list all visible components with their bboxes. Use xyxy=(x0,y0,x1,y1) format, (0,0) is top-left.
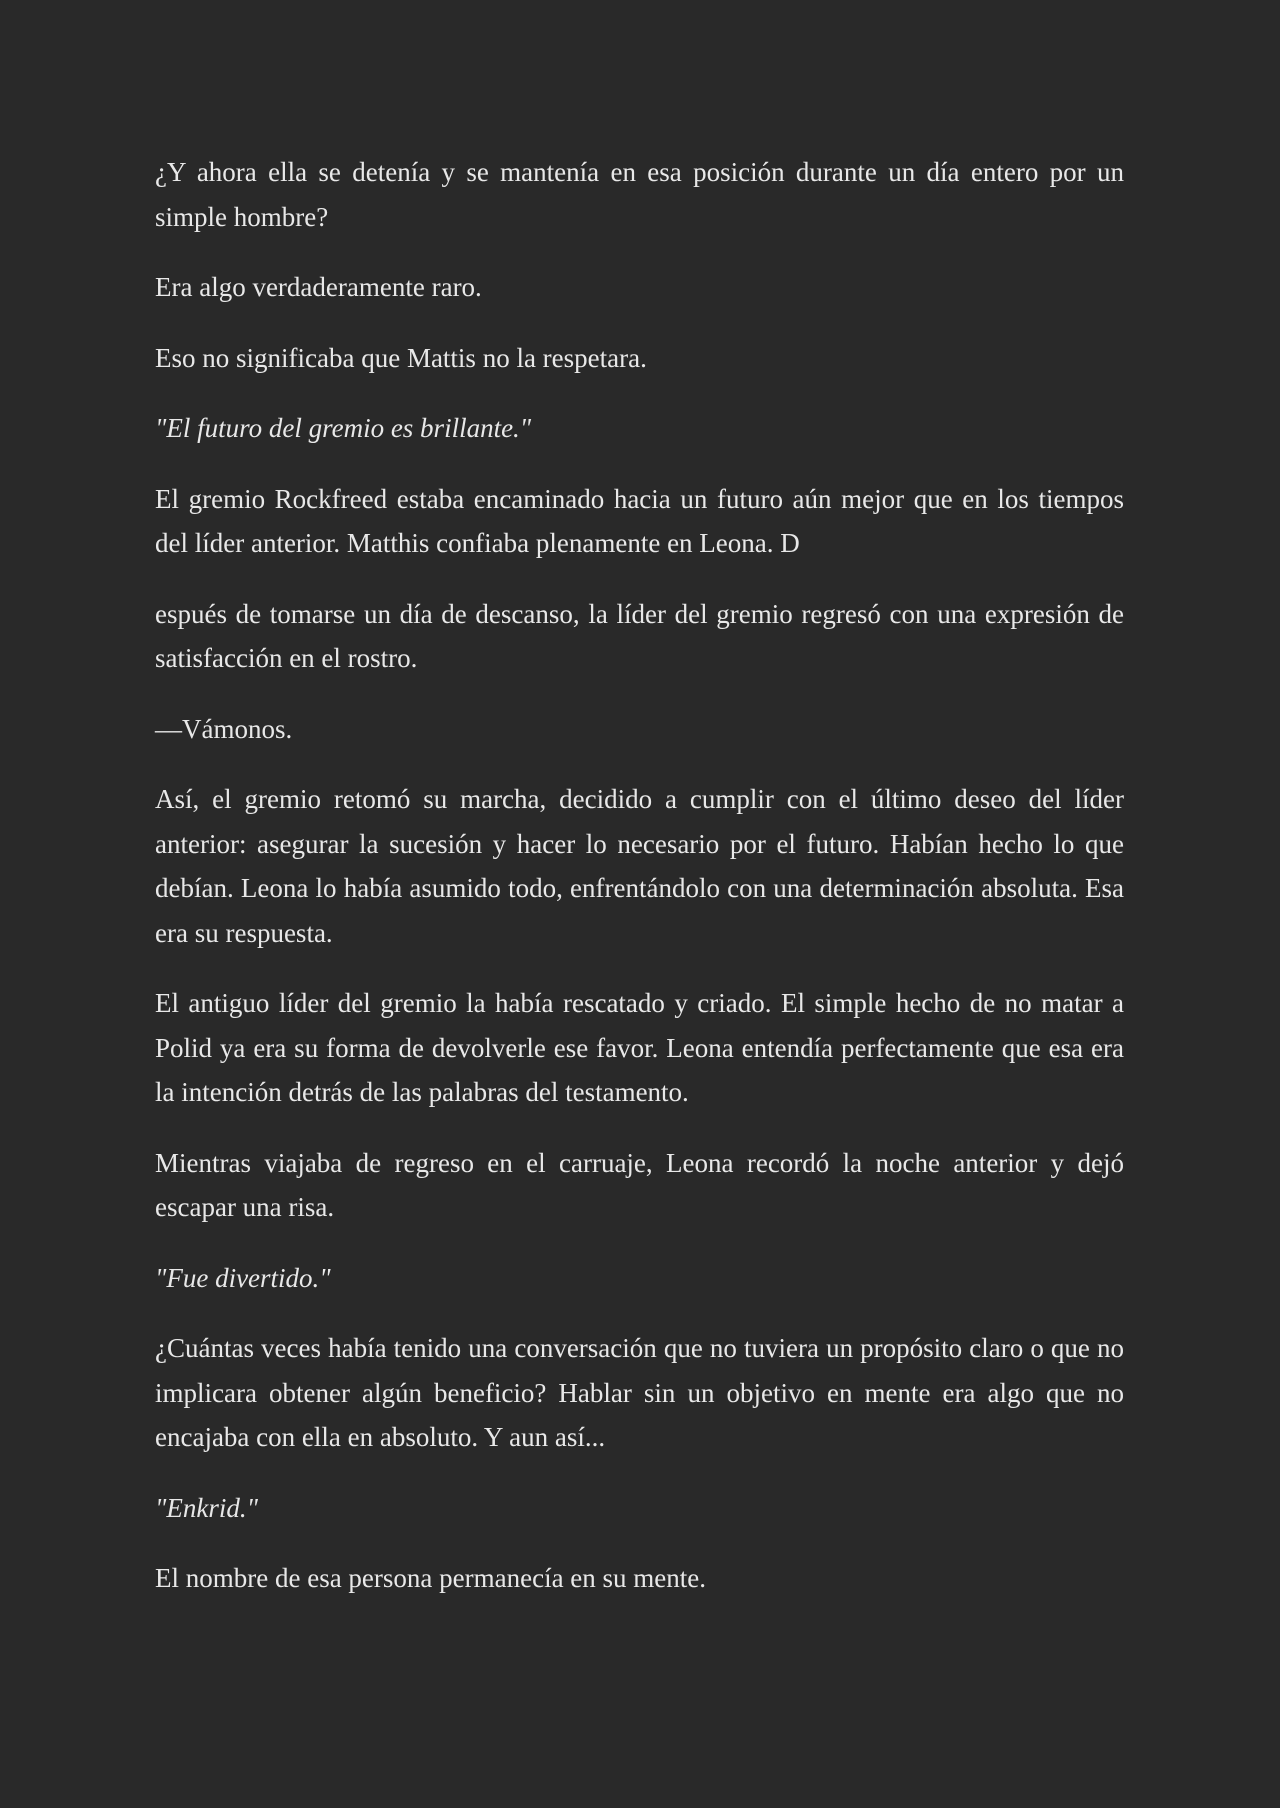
paragraph: espués de tomarse un día de descanso, la líder del gremio regresó con una expresión de satisfacción en el rostro. xyxy=(155,598,1124,673)
inner-thought: "Fue divertido." xyxy=(155,1262,331,1293)
inner-thought: "El futuro del gremio es brillante." xyxy=(155,413,532,443)
paragraph: Así, el gremio retomó su marcha, decidido a cumplir con el último deseo del líder anterior: asegurar la sucesión y hacer lo necesario por el futuro. Habían hecho lo que debían. Leona lo había asumido todo, enfrentándolo con una determinación absoluta. Esa era su respuesta. xyxy=(155,784,1124,948)
paragraph: ¿Y ahora ella se detenía y se mantenía en esa posición durante un día entero por un simple hombre? xyxy=(155,157,1124,232)
paragraph: Era algo verdaderamente raro. xyxy=(155,272,482,302)
chapter-text xyxy=(155,150,1124,1627)
paragraph: El antiguo líder del gremio la había rescatado y criado. El simple hecho de no matar a Polid ya era su forma de devolverle ese favor. Leona entendía perfectamente que esa era la intención detrás de las palabras del testamento. xyxy=(155,988,1124,1107)
paragraph: Mientras viajaba de regreso en el carruaje, Leona recordó la noche anterior y dejó escapar una risa. xyxy=(155,1147,1124,1222)
paragraph: El gremio Rockfreed estaba encaminado hacia un futuro aún mejor que en los tiempos del líder anterior. Matthis confiaba plenamente en Leona. D xyxy=(155,483,1124,558)
dialogue-line: —Vámonos. xyxy=(155,713,293,744)
inner-thought: "Enkrid." xyxy=(155,1492,258,1523)
paragraph: El nombre de esa persona permanecía en su mente. xyxy=(155,1563,707,1593)
paragraph: Eso no significaba que Mattis no la respetara. xyxy=(155,342,647,373)
paragraph: ¿Cuántas veces había tenido una conversación que no tuviera un propósito claro o que no implicara obtener algún beneficio? Hablar sin un objetivo en mente era algo que no encajaba con ella en absoluto. Y aun así... xyxy=(155,1333,1124,1452)
